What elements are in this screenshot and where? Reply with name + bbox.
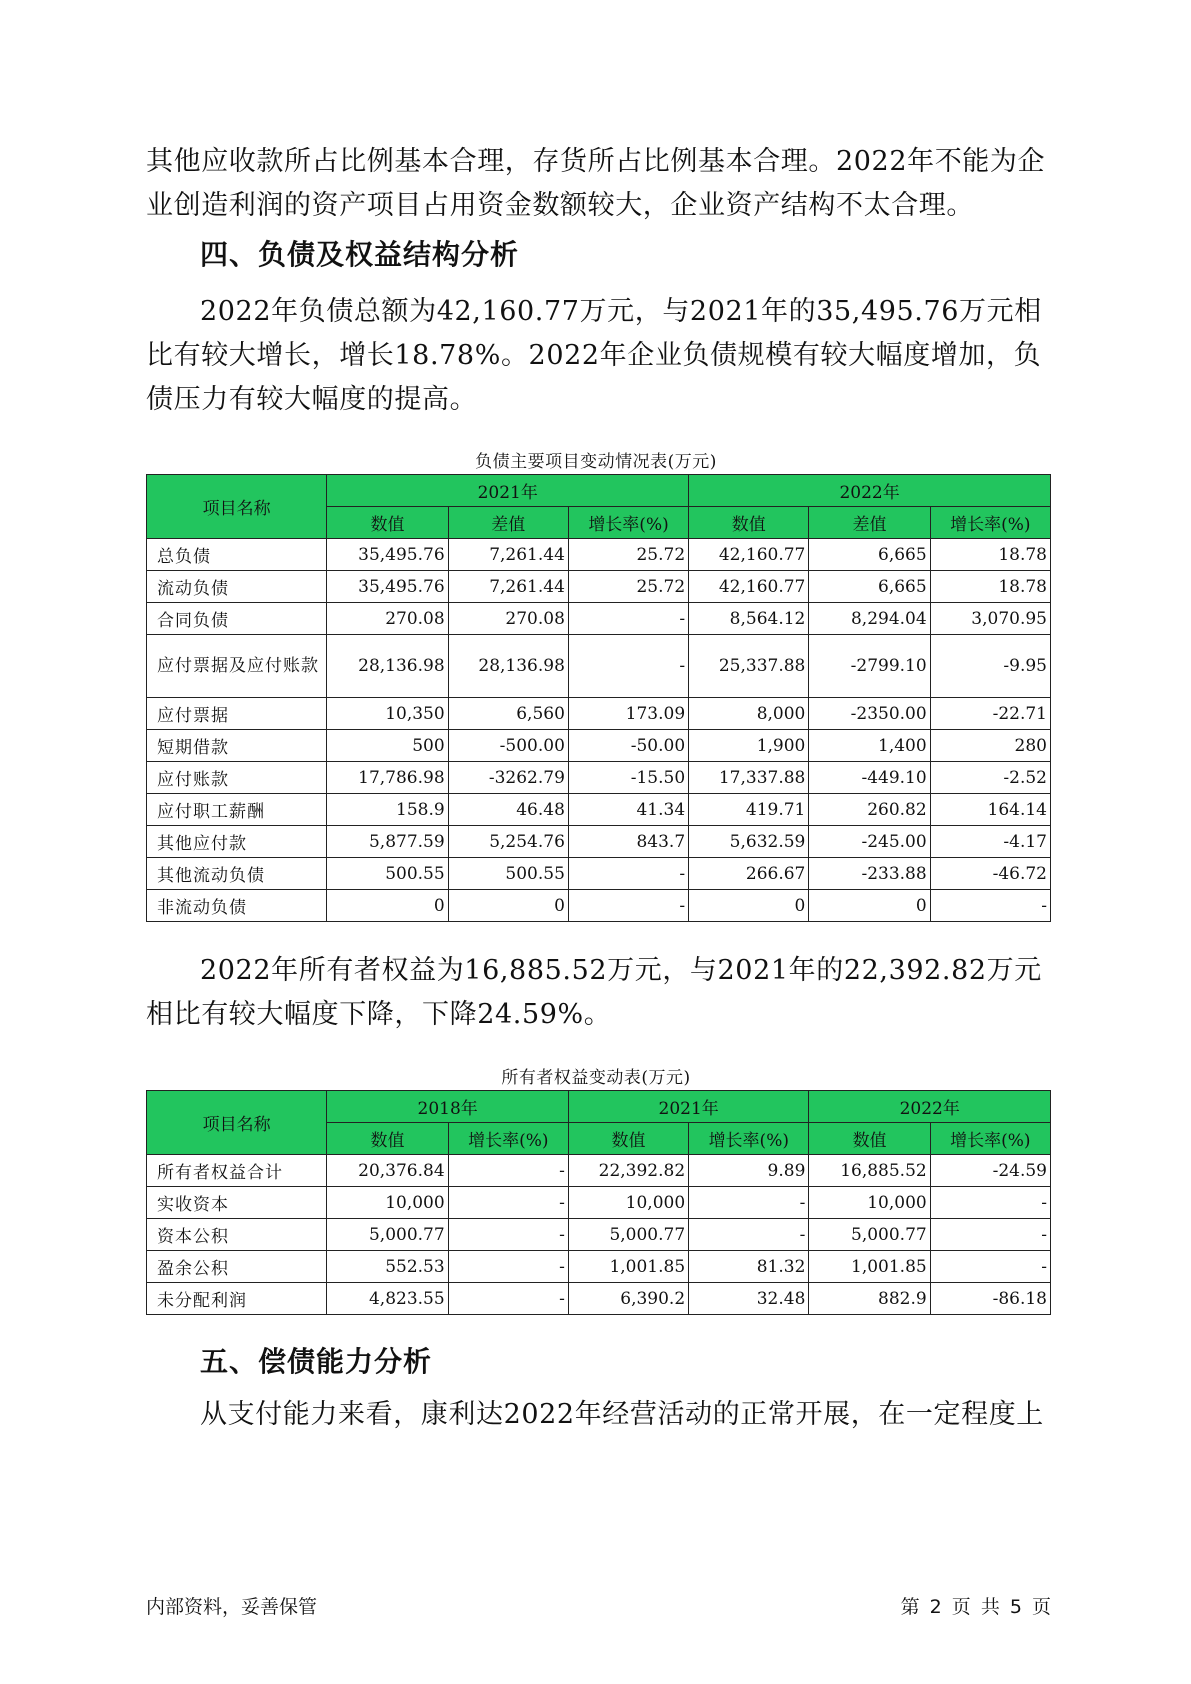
row-label: 所有者权益合计 — [147, 1155, 327, 1187]
row-label: 资本公积 — [147, 1219, 327, 1251]
cell-g1: - — [448, 1283, 568, 1315]
cell-g2: 18.78 — [930, 571, 1050, 603]
cell-d1: 7,261.44 — [448, 571, 568, 603]
cell-g1: - — [448, 1155, 568, 1187]
cell-g3: - — [930, 1187, 1050, 1219]
cell-v2: 266.67 — [689, 858, 809, 890]
cell-g2: 280 — [930, 730, 1050, 762]
cell-v2: 22,392.82 — [568, 1155, 688, 1187]
cell-v1: 4,823.55 — [327, 1283, 448, 1315]
cell-g2: 32.48 — [689, 1283, 809, 1315]
cell-g1: - — [448, 1219, 568, 1251]
table-row — [147, 890, 1051, 922]
table-row — [147, 1219, 1051, 1251]
cell-g2: 164.14 — [930, 794, 1050, 826]
cell-g1: - — [568, 603, 688, 635]
header-value: 数值 — [327, 507, 448, 539]
row-label: 其他应付款 — [147, 826, 327, 858]
cell-d2: 6,665 — [809, 539, 930, 571]
cell-d2: -2350.00 — [809, 698, 930, 730]
cell-g1: 173.09 — [568, 698, 688, 730]
cell-d2: 6,665 — [809, 571, 930, 603]
header-value: 数值 — [568, 1123, 688, 1155]
cell-d1: -3262.79 — [448, 762, 568, 794]
cell-v3: 1,001.85 — [809, 1251, 930, 1283]
table-row — [147, 1251, 1051, 1283]
cell-d2: 1,400 — [809, 730, 930, 762]
row-label: 非流动负债 — [147, 890, 327, 922]
row-label: 盈余公积 — [147, 1251, 327, 1283]
cell-g2: 81.32 — [689, 1251, 809, 1283]
cell-v1: 35,495.76 — [327, 571, 448, 603]
table-row — [147, 1155, 1051, 1187]
table-row — [147, 1283, 1051, 1315]
cell-g3: - — [930, 1251, 1050, 1283]
cell-v2: 8,564.12 — [689, 603, 809, 635]
header-item-name: 项目名称 — [147, 1091, 327, 1155]
cell-g1: 41.34 — [568, 794, 688, 826]
header-growth: 增长率(%) — [930, 507, 1050, 539]
cell-g1: - — [568, 858, 688, 890]
cell-d2: 8,294.04 — [809, 603, 930, 635]
header-value: 数值 — [689, 507, 809, 539]
cell-v2: 17,337.88 — [689, 762, 809, 794]
table-row — [147, 571, 1051, 603]
row-label: 其他流动负债 — [147, 858, 327, 890]
cell-v3: 10,000 — [809, 1187, 930, 1219]
row-label: 总负债 — [147, 539, 327, 571]
row-label: 未分配利润 — [147, 1283, 327, 1315]
cell-v2: 42,160.77 — [689, 539, 809, 571]
cell-d1: 7,261.44 — [448, 539, 568, 571]
cell-d1: 270.08 — [448, 603, 568, 635]
cell-g2: -9.95 — [930, 635, 1050, 698]
cell-v1: 20,376.84 — [327, 1155, 448, 1187]
header-growth: 增长率(%) — [930, 1123, 1050, 1155]
table-caption-equity: 所有者权益变动表(万元) — [501, 1068, 691, 1088]
cell-v2: 25,337.88 — [689, 635, 809, 698]
cell-v1: 28,136.98 — [327, 635, 448, 698]
table-row — [147, 826, 1051, 858]
header-item-name: 项目名称 — [147, 475, 327, 539]
cell-g2: - — [930, 890, 1050, 922]
cell-v1: 10,000 — [327, 1187, 448, 1219]
cell-g2: -4.17 — [930, 826, 1050, 858]
cell-g3: -24.59 — [930, 1155, 1050, 1187]
cell-v1: 270.08 — [327, 603, 448, 635]
cell-v1: 500.55 — [327, 858, 448, 890]
paragraph-solvency: 从支付能力来看，康利达2022年经营活动的正常开展，在一定程度上 — [200, 1399, 1044, 1430]
cell-d2: -2799.10 — [809, 635, 930, 698]
cell-g2: 3,070.95 — [930, 603, 1050, 635]
cell-g3: -86.18 — [930, 1283, 1050, 1315]
cell-g2: 9.89 — [689, 1155, 809, 1187]
row-label: 合同负债 — [147, 603, 327, 635]
cell-g2: - — [689, 1187, 809, 1219]
cell-v2: 419.71 — [689, 794, 809, 826]
row-label: 流动负债 — [147, 571, 327, 603]
table-row — [147, 698, 1051, 730]
table-row — [147, 539, 1051, 571]
cell-d1: -500.00 — [448, 730, 568, 762]
paragraph-equity: 2022年所有者权益为16,885.52万元，与2021年的22,392.82万元相比有较大幅度下降，下降24.59%。 — [146, 955, 1042, 1030]
cell-d2: -233.88 — [809, 858, 930, 890]
row-label: 实收资本 — [147, 1187, 327, 1219]
cell-v2: 1,900 — [689, 730, 809, 762]
cell-g2: -2.52 — [930, 762, 1050, 794]
row-label: 应付职工薪酬 — [147, 794, 327, 826]
cell-g1: - — [448, 1251, 568, 1283]
cell-g2: -46.72 — [930, 858, 1050, 890]
header-year-2022: 2022年 — [689, 475, 1051, 507]
table-row — [147, 1187, 1051, 1219]
cell-v2: 5,632.59 — [689, 826, 809, 858]
cell-v3: 882.9 — [809, 1283, 930, 1315]
liabilities-table — [146, 474, 1051, 922]
cell-v2: 0 — [689, 890, 809, 922]
cell-v2: 6,390.2 — [568, 1283, 688, 1315]
header-growth: 增长率(%) — [568, 507, 688, 539]
cell-d2: 0 — [809, 890, 930, 922]
cell-d2: -245.00 — [809, 826, 930, 858]
header-year-2021: 2021年 — [327, 475, 689, 507]
header-year-2018: 2018年 — [327, 1091, 569, 1123]
equity-table — [146, 1090, 1051, 1315]
header-value: 数值 — [327, 1123, 448, 1155]
header-growth: 增长率(%) — [448, 1123, 568, 1155]
table-row — [147, 730, 1051, 762]
cell-v2: 10,000 — [568, 1187, 688, 1219]
cell-g1: - — [448, 1187, 568, 1219]
table-row — [147, 635, 1051, 698]
cell-d1: 6,560 — [448, 698, 568, 730]
cell-v2: 8,000 — [689, 698, 809, 730]
row-label: 应付账款 — [147, 762, 327, 794]
cell-d2: 260.82 — [809, 794, 930, 826]
cell-g3: - — [930, 1219, 1050, 1251]
header-value: 数值 — [809, 1123, 930, 1155]
cell-v3: 16,885.52 — [809, 1155, 930, 1187]
row-label: 应付票据 — [147, 698, 327, 730]
cell-d1: 0 — [448, 890, 568, 922]
cell-v1: 500 — [327, 730, 448, 762]
cell-g1: 25.72 — [568, 571, 688, 603]
cell-v1: 5,877.59 — [327, 826, 448, 858]
cell-v1: 17,786.98 — [327, 762, 448, 794]
table-row — [147, 794, 1051, 826]
cell-v1: 35,495.76 — [327, 539, 448, 571]
cell-v1: 0 — [327, 890, 448, 922]
cell-d2: -449.10 — [809, 762, 930, 794]
cell-g1: -15.50 — [568, 762, 688, 794]
table-caption-liabilities: 负债主要项目变动情况表(万元) — [475, 452, 717, 472]
cell-d1: 46.48 — [448, 794, 568, 826]
cell-d1: 500.55 — [448, 858, 568, 890]
cell-g1: - — [568, 635, 688, 698]
cell-v1: 10,350 — [327, 698, 448, 730]
paragraph-asset-structure: 其他应收款所占比例基本合理，存货所占比例基本合理。2022年不能为企业创造利润的资产项目占用资金数额较大，企业资产结构不太合理。 — [146, 146, 1046, 221]
section-heading-liabilities: 四、负债及权益结构分析 — [200, 238, 520, 271]
header-year-2022: 2022年 — [809, 1091, 1051, 1123]
cell-g1: 25.72 — [568, 539, 688, 571]
header-growth: 增长率(%) — [689, 1123, 809, 1155]
header-diff: 差值 — [809, 507, 930, 539]
cell-g1: -50.00 — [568, 730, 688, 762]
cell-v3: 5,000.77 — [809, 1219, 930, 1251]
row-label: 短期借款 — [147, 730, 327, 762]
cell-d1: 28,136.98 — [448, 635, 568, 698]
cell-v2: 42,160.77 — [689, 571, 809, 603]
section-heading-solvency: 五、偿债能力分析 — [200, 1345, 433, 1378]
cell-g2: 18.78 — [930, 539, 1050, 571]
footer-page-number: 第 2 页 共 5 页 — [900, 1596, 1051, 1618]
row-label: 应付票据及应付账款 — [147, 635, 327, 698]
cell-v2: 5,000.77 — [568, 1219, 688, 1251]
header-year-2021: 2021年 — [568, 1091, 808, 1123]
cell-v2: 1,001.85 — [568, 1251, 688, 1283]
cell-g1: 843.7 — [568, 826, 688, 858]
cell-g2: -22.71 — [930, 698, 1050, 730]
cell-g1: - — [568, 890, 688, 922]
table-row — [147, 603, 1051, 635]
cell-d1: 5,254.76 — [448, 826, 568, 858]
footer-confidential-note: 内部资料，妥善保管 — [146, 1596, 318, 1618]
cell-v1: 158.9 — [327, 794, 448, 826]
table-row — [147, 858, 1051, 890]
cell-g2: - — [689, 1219, 809, 1251]
cell-v1: 5,000.77 — [327, 1219, 448, 1251]
table-row — [147, 762, 1051, 794]
header-diff: 差值 — [448, 507, 568, 539]
cell-v1: 552.53 — [327, 1251, 448, 1283]
paragraph-liabilities: 2022年负债总额为42,160.77万元，与2021年的35,495.76万元相比有较大增长，增长18.78%。2022年企业负债规模有较大幅度增加，负债压力有较大幅度的提高。 — [146, 296, 1042, 415]
